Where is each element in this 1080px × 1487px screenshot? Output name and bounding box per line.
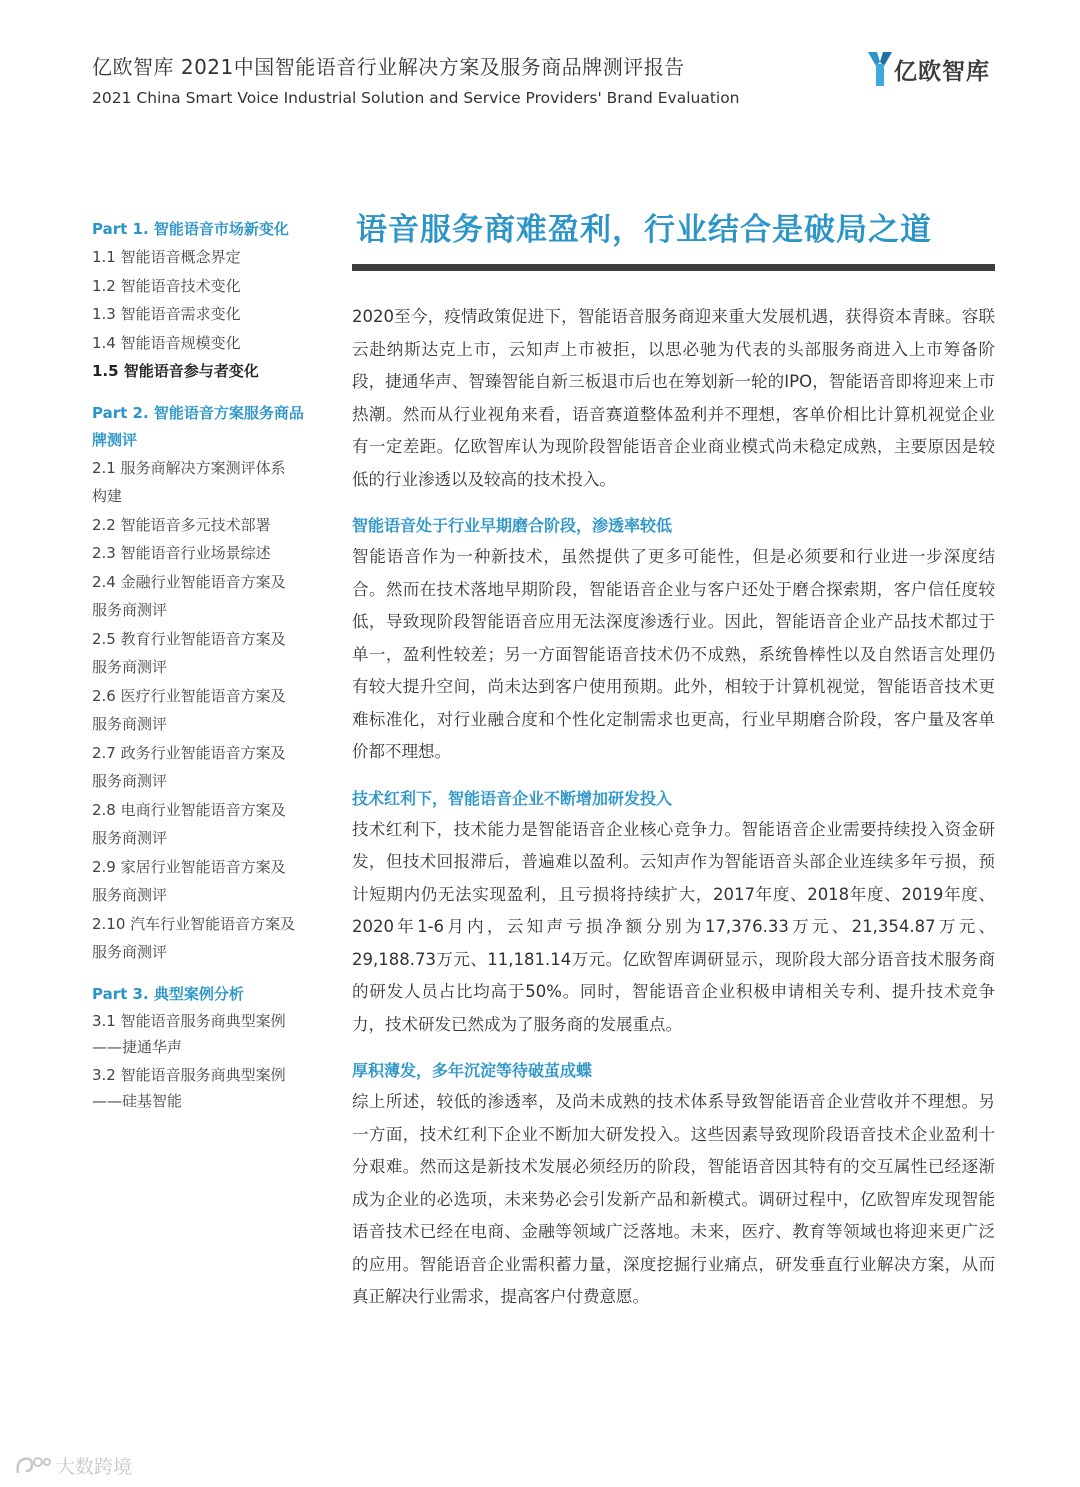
toc-item[interactable]: ——硅基智能 bbox=[92, 1091, 183, 1110]
toc-item[interactable]: 服务商测评 bbox=[92, 943, 168, 961]
main-content bbox=[352, 206, 995, 1314]
toc-item[interactable]: 1.2 智能语音技术变化 bbox=[92, 276, 241, 295]
toc-item[interactable]: 1.1 智能语音概念界定 bbox=[92, 248, 241, 266]
intro-paragraph: 2020至今，疫情政策促进下，智能语音服务商迎来重大发展机遇，获得资本青睐。容联云赴纳斯达克上市，云知声上市被拒，以思必驰为代表的头部服务商进入上市筹备阶段，捷通华声、智臻智能自新三板退市后也在筹划新一轮的IPO，智能语音即将迎来上市热潮。然而从行业视角来看，语音赛道整体盈利并不理想，客单价相比计算机视觉企业有一定差距。亿欧智库认为现阶段智能语音企业商业模式尚未稳定成熟，主要原因是较低的行业渗透以及较高的技术投入。 bbox=[352, 307, 995, 489]
toc-part2-title-line1: Part 2. 智能语音方案服务商品 bbox=[92, 403, 304, 422]
toc-item[interactable]: 服务商测评 bbox=[92, 601, 168, 619]
watermark bbox=[14, 1452, 132, 1479]
brand-logo bbox=[868, 52, 990, 86]
table-of-contents bbox=[92, 216, 317, 1114]
toc-item[interactable]: 2.4 金融行业智能语音方案及 bbox=[92, 572, 286, 591]
section-body: 技术红利下，技术能力是智能语音企业核心竞争力。智能语音企业需要持续投入资金研发，但技术回报滞后，普遍难以盈利。云知声作为智能语音头部企业连续多年亏损，预计短期内仍无法实现盈利，且亏损将持续扩大，2017年度、2018年度、2019年度、2020年1-6月内，云知声亏损净额分别为17,376.33万元、21,354.87万元、29,188.73万元、11,181.14万元。亿欧智库调研显示，现阶段大部分语音技术服务商的研发人员占比均高于50%。同时，智能语音企业积极申请相关专利、提升技术竞争力，技术研发已然成为了服务商的发展重点。 bbox=[352, 819, 995, 1034]
toc-item-current[interactable]: 1.5 智能语音参与者变化 bbox=[92, 362, 259, 380]
toc-item[interactable]: 2.5 教育行业智能语音方案及 bbox=[92, 629, 286, 648]
page-title: 语音服务商难盈利，行业结合是破局之道 bbox=[356, 212, 932, 248]
toc-item[interactable]: 2.9 家居行业智能语音方案及 bbox=[92, 857, 286, 876]
toc-item[interactable]: 3.2 智能语音服务商典型案例 bbox=[92, 1065, 286, 1084]
toc-part2-title-line2: 牌测评 bbox=[92, 430, 138, 449]
toc-item[interactable]: 2.8 电商行业智能语音方案及 bbox=[92, 800, 286, 819]
toc-item[interactable]: 2.1 服务商解决方案测评体系 bbox=[92, 458, 286, 477]
section-heading: 厚积薄发，多年沉淀等待破茧成蝶 bbox=[352, 1061, 593, 1080]
toc-item[interactable]: 1.4 智能语音规模变化 bbox=[92, 333, 241, 352]
logo-y-icon bbox=[868, 52, 892, 86]
watermark-text: 大数跨境 bbox=[56, 1456, 133, 1478]
toc-item[interactable]: 服务商测评 bbox=[92, 829, 168, 847]
section-body: 综上所述，较低的渗透率，及尚未成熟的技术体系导致智能语音企业营收并不理想。另一方面，技术红利下企业不断加大研发投入。这些因素导致现阶段语音技术企业盈利十分艰难。然而这是新技术发展必须经历的阶段，智能语音因其特有的交互属性已经逐渐成为企业的必选项，未来势必会引发新产品和新模式。调研过程中，亿欧智库发现智能语音技术已经在电商、金融等领域广泛落地。未来，医疗、教育等领域也将迎来更广泛的应用。智能语音企业需积蓄力量，深度挖掘行业痛点，研发垂直行业解决方案，从而真正解决行业需求，提高客户付费意愿。 bbox=[352, 1092, 995, 1306]
report-header bbox=[92, 52, 992, 109]
toc-item[interactable]: 构建 bbox=[92, 487, 123, 505]
toc-item[interactable]: 服务商测评 bbox=[92, 886, 168, 904]
toc-item[interactable]: 2.6 医疗行业智能语音方案及 bbox=[92, 686, 286, 705]
toc-item[interactable]: 2.2 智能语音多元技术部署 bbox=[92, 515, 271, 534]
toc-part2-title[interactable] bbox=[92, 400, 317, 454]
logo-text: 亿欧智库 bbox=[894, 58, 990, 85]
header-title-en: 2021 China Smart Voice Industrial Solution and Service Providers' Brand Evaluation bbox=[92, 89, 740, 107]
title-divider bbox=[352, 264, 995, 271]
toc-item[interactable]: 2.7 政务行业智能语音方案及 bbox=[92, 743, 286, 762]
section-body: 智能语音作为一种新技术，虽然提供了更多可能性，但是必须要和行业进一步深度结合。然而在技术落地早期阶段，智能语音企业与客户还处于磨合探索期，客户信任度较低，导致现阶段智能语音应用无法深度渗透行业。因此，智能语音企业产品技术都过于单一，盈利性较差；另一方面智能语音技术仍不成熟，系统鲁棒性以及自然语言处理仍有较大提升空间，尚未达到客户使用预期。此外，相较于计算机视觉，智能语音技术更难标准化，对行业融合度和个性化定制需求也更高，行业早期磨合阶段，客户量及客单价都不理想。 bbox=[352, 547, 995, 761]
toc-item[interactable]: 服务商测评 bbox=[92, 772, 168, 790]
toc-part3-title[interactable]: Part 3. 典型案例分析 bbox=[92, 984, 244, 1003]
section-heading: 智能语音处于行业早期磨合阶段，渗透率较低 bbox=[352, 516, 673, 535]
toc-item[interactable]: 3.1 智能语音服务商典型案例 bbox=[92, 1011, 286, 1030]
toc-item[interactable]: 1.3 智能语音需求变化 bbox=[92, 305, 241, 323]
section-heading: 技术红利下，智能语音企业不断增加研发投入 bbox=[352, 788, 673, 808]
toc-item[interactable]: ——捷通华声 bbox=[92, 1037, 183, 1056]
header-title-cn: 亿欧智库 2021中国智能语音行业解决方案及服务商品牌测评报告 bbox=[92, 55, 685, 79]
toc-item[interactable]: 2.10 汽车行业智能语音方案及 bbox=[92, 914, 296, 933]
toc-item[interactable]: 2.3 智能语音行业场景综述 bbox=[92, 544, 271, 562]
toc-item[interactable]: 服务商测评 bbox=[92, 658, 168, 676]
toc-item[interactable]: 服务商测评 bbox=[92, 715, 168, 733]
toc-part1-title[interactable]: Part 1. 智能语音市场新变化 bbox=[92, 220, 289, 238]
watermark-logo-icon bbox=[14, 1453, 52, 1479]
